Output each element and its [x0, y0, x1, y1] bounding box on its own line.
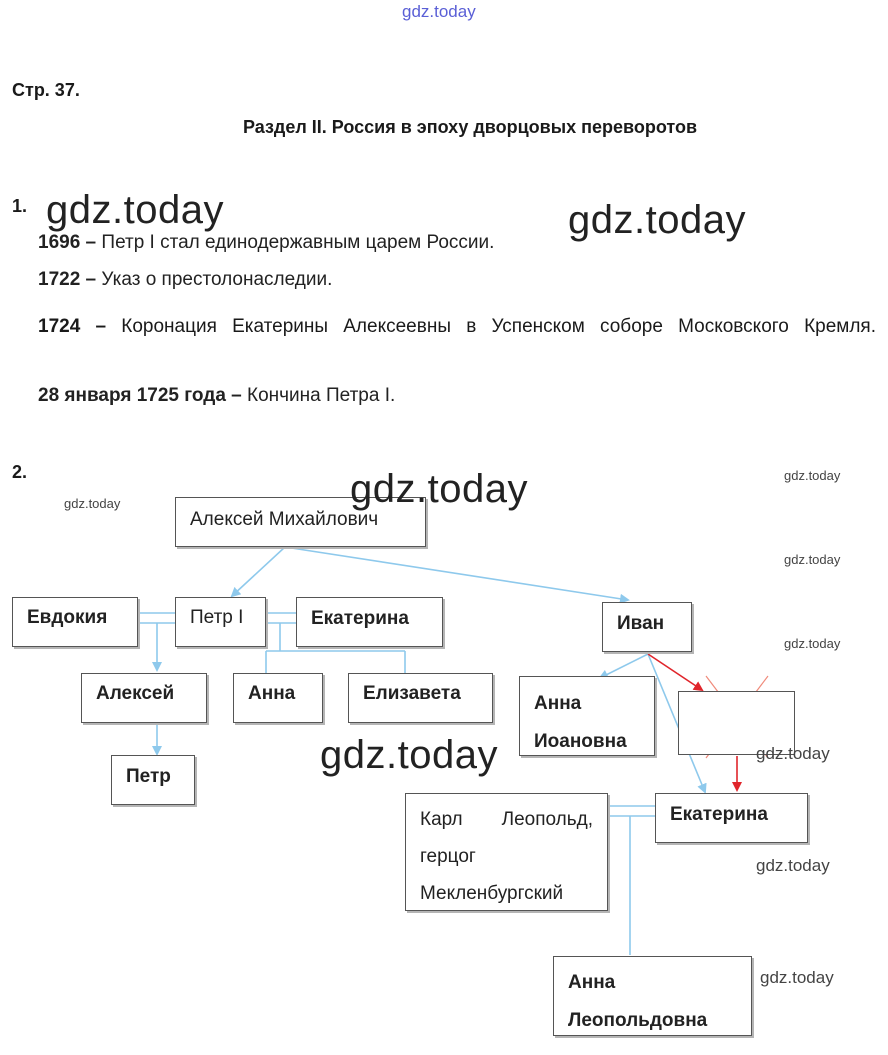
- watermark-mid-3: gdz.today: [760, 968, 834, 987]
- person-name-line-1: Карл Леопольд,: [420, 809, 593, 830]
- person-name: Елизавета: [363, 683, 461, 704]
- person-name: Алексей Михайлович: [190, 509, 379, 530]
- person-name: Евдокия: [27, 607, 108, 628]
- watermark-big-3: gdz.today: [350, 467, 528, 511]
- person-name: Екатерина: [311, 608, 409, 629]
- watermark-small-1: gdz.today: [64, 496, 121, 511]
- event-date: 1724: [38, 316, 81, 337]
- watermark-small-4: gdz.today: [784, 636, 841, 651]
- event-text: Петр I стал единодержавным царем России.: [101, 232, 495, 253]
- arrow-am-to-petr1: [232, 547, 285, 596]
- watermark-top: gdz.today: [402, 2, 476, 21]
- person-name-line-2: Леопольдовна: [568, 1010, 708, 1031]
- task2-number: 2.: [12, 462, 28, 482]
- event-date: 28 января 1725 года: [38, 385, 226, 406]
- person-name: Петр: [126, 766, 171, 787]
- arrow-am-to-ivan: [285, 547, 628, 600]
- event-text: Коронация Екатерины Алексеевны в Успенском соборе Московского Кремля.: [121, 316, 876, 337]
- event-text: Указ о престолонаследии.: [101, 269, 333, 290]
- watermark-big-4: gdz.today: [320, 733, 498, 777]
- box-ekaterina-1: [296, 597, 443, 647]
- box-anna: [233, 673, 323, 723]
- person-name: Анна: [248, 683, 296, 704]
- person-name: Петр I: [190, 607, 244, 628]
- watermark-mid-2: gdz.today: [756, 856, 830, 875]
- event-date: 1696: [38, 232, 81, 253]
- box-anna-ioanovna: [519, 676, 655, 756]
- person-name-line-1: Анна: [568, 972, 616, 993]
- arrow-ivan-to-anna: [600, 654, 648, 678]
- event-date: 1722: [38, 269, 81, 290]
- event-dash: –: [80, 316, 122, 337]
- person-name-line-2: Иоановна: [534, 731, 627, 752]
- person-name-line-1: Анна: [534, 693, 582, 714]
- person-name: Екатерина: [670, 804, 768, 825]
- box-aleksey: [81, 673, 207, 723]
- page-reference: Стр. 37.: [12, 80, 80, 100]
- watermark-big-1: gdz.today: [46, 188, 224, 232]
- event-dash: –: [225, 385, 248, 406]
- watermark-small-3: gdz.today: [784, 552, 841, 567]
- task1-number: 1.: [12, 196, 28, 216]
- person-name-line-2: герцог: [420, 846, 476, 867]
- box-petr-i: [175, 597, 266, 647]
- watermark-small-2: gdz.today: [784, 468, 841, 483]
- event-dash: –: [80, 232, 102, 253]
- box-karl-leopold: [405, 793, 608, 911]
- box-elizaveta: [348, 673, 493, 723]
- section-title: Раздел II. Россия в эпоху дворцовых переворотов: [242, 117, 698, 137]
- event-dash: –: [80, 269, 102, 290]
- event-text: Кончина Петра I.: [247, 385, 396, 406]
- box-ekaterina-2: [655, 793, 808, 843]
- person-name: Иван: [617, 613, 665, 634]
- watermark-big-2: gdz.today: [568, 198, 746, 242]
- watermark-mid-1: gdz.today: [756, 744, 830, 763]
- box-ivan: [602, 602, 692, 652]
- person-name: Алексей: [96, 683, 175, 704]
- box-anna-leopoldovna: [553, 956, 752, 1036]
- box-petr: [111, 755, 195, 805]
- person-name-line-3: Мекленбургский: [420, 883, 564, 904]
- box-evdokia: [12, 597, 138, 647]
